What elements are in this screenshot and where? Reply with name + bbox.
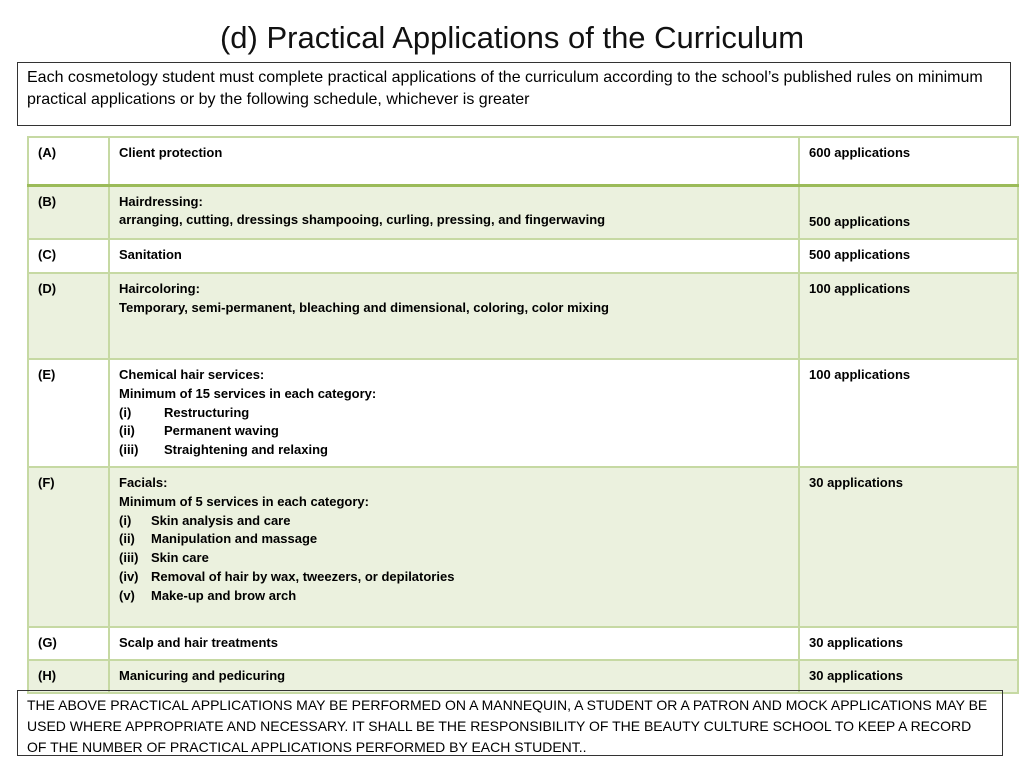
description-line: Client protection (119, 145, 223, 160)
sub-item-number: (ii) (119, 423, 135, 439)
description-line: Minimum of 15 services in each category: (119, 385, 377, 401)
description-line: Facials: (119, 474, 168, 490)
sub-item (119, 404, 789, 423)
schedule-table (27, 136, 1019, 694)
row-description (109, 627, 799, 660)
row-amount: 30 applications (799, 660, 1018, 693)
description-line: Scalp and hair treatments (119, 634, 278, 650)
row-description (109, 137, 799, 185)
row-code: (H) (28, 660, 109, 693)
row-description (109, 185, 799, 239)
row-code: (F) (28, 467, 109, 627)
sub-item-text: Restructuring (164, 404, 250, 420)
table-row (28, 660, 1018, 693)
sub-item (119, 549, 789, 568)
sub-item (119, 530, 789, 549)
schedule-table-body (28, 137, 1018, 693)
row-code: (B) (28, 185, 109, 239)
row-code: (E) (28, 359, 109, 467)
footer-note-box: THE ABOVE PRACTICAL APPLICATIONS MAY BE PERFORMED ON A MANNEQUIN, A STUDENT OR A PATRON AND MOCK APPLICATIONS MAY BE USED WHERE APPROPRIATE AND NECESSARY. IT SHALL BE THE RESPONSIBILITY OF THE BEAUTY CULTURE SCHOOL TO KEEP A RECORD OF THE NUMBER OF PRACTICAL APPLICATIONS PERFORMED BY EACH STUDENT.. (17, 690, 1003, 756)
description-line: Sanitation (119, 247, 182, 262)
sub-item-text: Straightening and relaxing (164, 442, 328, 458)
row-amount: 500 applications (799, 239, 1018, 273)
row-amount: 100 applications (799, 359, 1018, 467)
description-line: Haircoloring: (119, 281, 200, 296)
row-amount: 30 applications (799, 467, 1018, 627)
sub-item-text: Permanent waving (164, 423, 279, 439)
sub-item-number: (v) (119, 587, 135, 603)
sub-item-text: Skin care (151, 550, 209, 566)
sub-item (119, 568, 789, 587)
sub-item (119, 422, 789, 441)
table-row (28, 467, 1018, 627)
row-amount: 30 applications (799, 627, 1018, 660)
description-line: Manicuring and pedicuring (119, 667, 286, 683)
intro-text-box: Each cosmetology student must complete practical applications of the curriculum according to the school’s published rules on minimum practical applications or by the following schedule, whichever is greater (17, 62, 1011, 126)
row-description (109, 239, 799, 273)
table-row (28, 627, 1018, 660)
row-description (109, 660, 799, 693)
description-line: Temporary, semi-permanent, bleaching and dimensional, coloring, color mixing (119, 299, 610, 315)
row-amount: 100 applications (799, 273, 1018, 359)
sub-item (119, 587, 789, 606)
page-title: (d) Practical Applications of the Curriculum (219, 20, 805, 55)
sub-item (119, 441, 789, 460)
table-row (28, 273, 1018, 359)
row-description (109, 359, 799, 467)
row-description (109, 467, 799, 627)
description-line: Hairdressing: (119, 193, 203, 209)
sub-item-number: (i) (119, 404, 132, 420)
row-amount: 500 applications (799, 185, 1018, 239)
row-code: (A) (28, 137, 109, 185)
sub-item-number: (iii) (119, 550, 139, 566)
sub-item-text: Removal of hair by wax, tweezers, or depilatories (151, 568, 455, 584)
row-description (109, 273, 799, 359)
table-row (28, 359, 1018, 467)
sub-item-text: Skin analysis and care (151, 512, 291, 528)
sub-item-number: (ii) (119, 531, 135, 547)
description-line: Chemical hair services: (119, 367, 265, 382)
sub-item-number: (i) (119, 512, 132, 528)
description-line: arranging, cutting, dressings shampooing, curling, pressing, and fingerwaving (119, 212, 606, 228)
row-amount: 600 applications (799, 137, 1018, 185)
sub-item-number: (iii) (119, 442, 139, 458)
table-row (28, 239, 1018, 273)
sub-item-text: Manipulation and massage (151, 531, 318, 547)
row-code: (C) (28, 239, 109, 273)
sub-item (119, 512, 789, 531)
sub-item-number: (iv) (119, 568, 139, 584)
row-code: (D) (28, 273, 109, 359)
row-code: (G) (28, 627, 109, 660)
description-line: Minimum of 5 services in each category: (119, 493, 369, 509)
sub-item-text: Make-up and brow arch (151, 587, 297, 603)
table-row (28, 137, 1018, 185)
table-row (28, 185, 1018, 239)
